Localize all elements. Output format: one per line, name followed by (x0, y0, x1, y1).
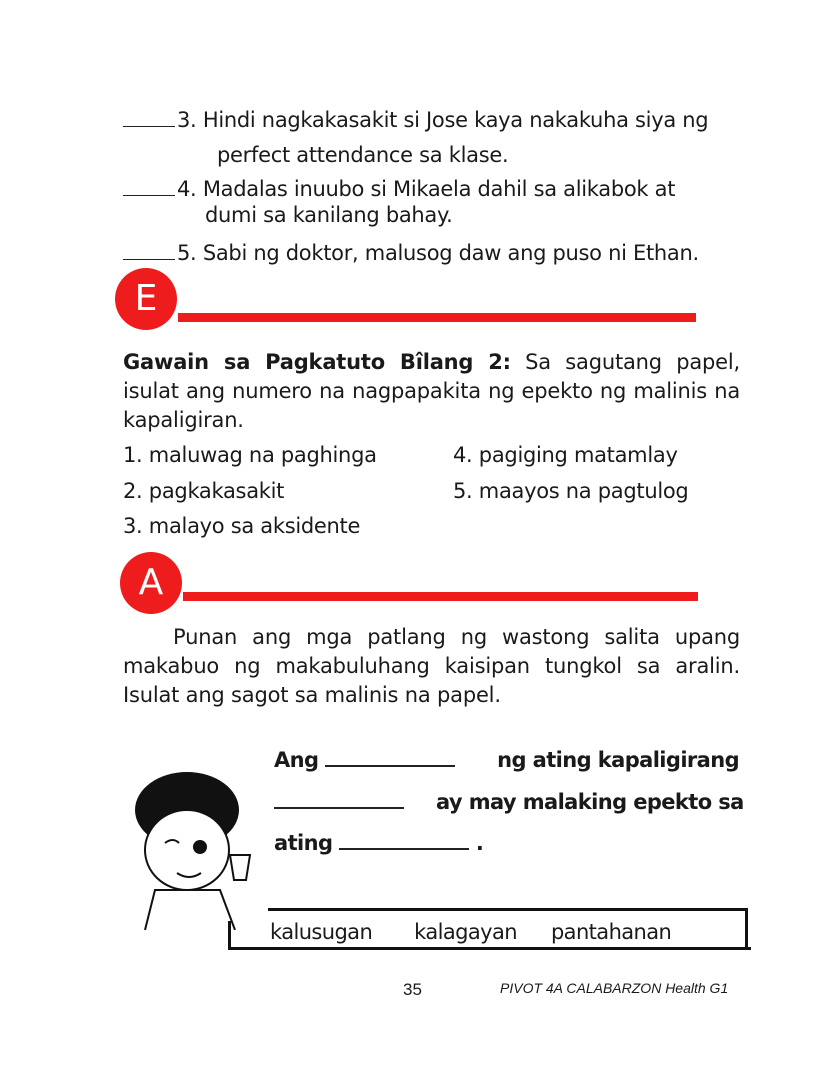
section-e-divider (178, 313, 696, 322)
footer-source: PIVOT 4A CALABARZON Health G1 (500, 980, 729, 996)
section-e-badge: E (115, 268, 177, 330)
sentence-line-1: Ang ng ating kapaligirang (274, 748, 740, 772)
section-a-badge: A (120, 552, 182, 614)
sentence-line-3: ating . (274, 831, 484, 855)
option: 5. maayos na pagtulog (453, 479, 689, 503)
option: 3. malayo sa aksidente (123, 514, 361, 538)
item-4: 4. Madalas inuubo si Mikaela dahil sa alikabok at (123, 177, 675, 201)
section-e-instructions: Gawain sa Pagkatuto Bîlang 2: Sa sagutang papel, isulat ang numero na nagpapakita ng epekto ng malinis na kapaligiran. (123, 350, 740, 432)
blank-2 (274, 807, 404, 809)
boy-with-trophy-illustration (125, 765, 255, 930)
item-5: 5. Sabi ng doktor, malusog daw ang puso ni Ethan. (123, 241, 699, 265)
blank-1 (325, 765, 455, 767)
page-number: 35 (403, 980, 422, 999)
sentence-line-2: ay may malaking epekto sa (274, 790, 744, 814)
item-3-cont: perfect attendance sa klase. (217, 143, 509, 167)
option: 1. maluwag na paghinga (123, 443, 377, 467)
item-3: 3. Hindi nagkakasakit si Jose kaya nakakuha siya ng (123, 108, 708, 132)
item-4-cont: dumi sa kanilang bahay. (205, 203, 453, 227)
word-bank: kalusugan kalagayan pantahanan (270, 920, 672, 944)
blank-3 (339, 848, 469, 850)
option: 2. pagkakasakit (123, 479, 285, 503)
section-a-divider (183, 592, 698, 601)
section-a-instructions: Punan ang mga patlang ng wastong salita upang makabuo ng makabuluhang kaisipan tungkol sa aralin. Isulat ang sagot sa malinis na papel. (123, 625, 740, 707)
option: 4. pagiging matamlay (453, 443, 678, 467)
